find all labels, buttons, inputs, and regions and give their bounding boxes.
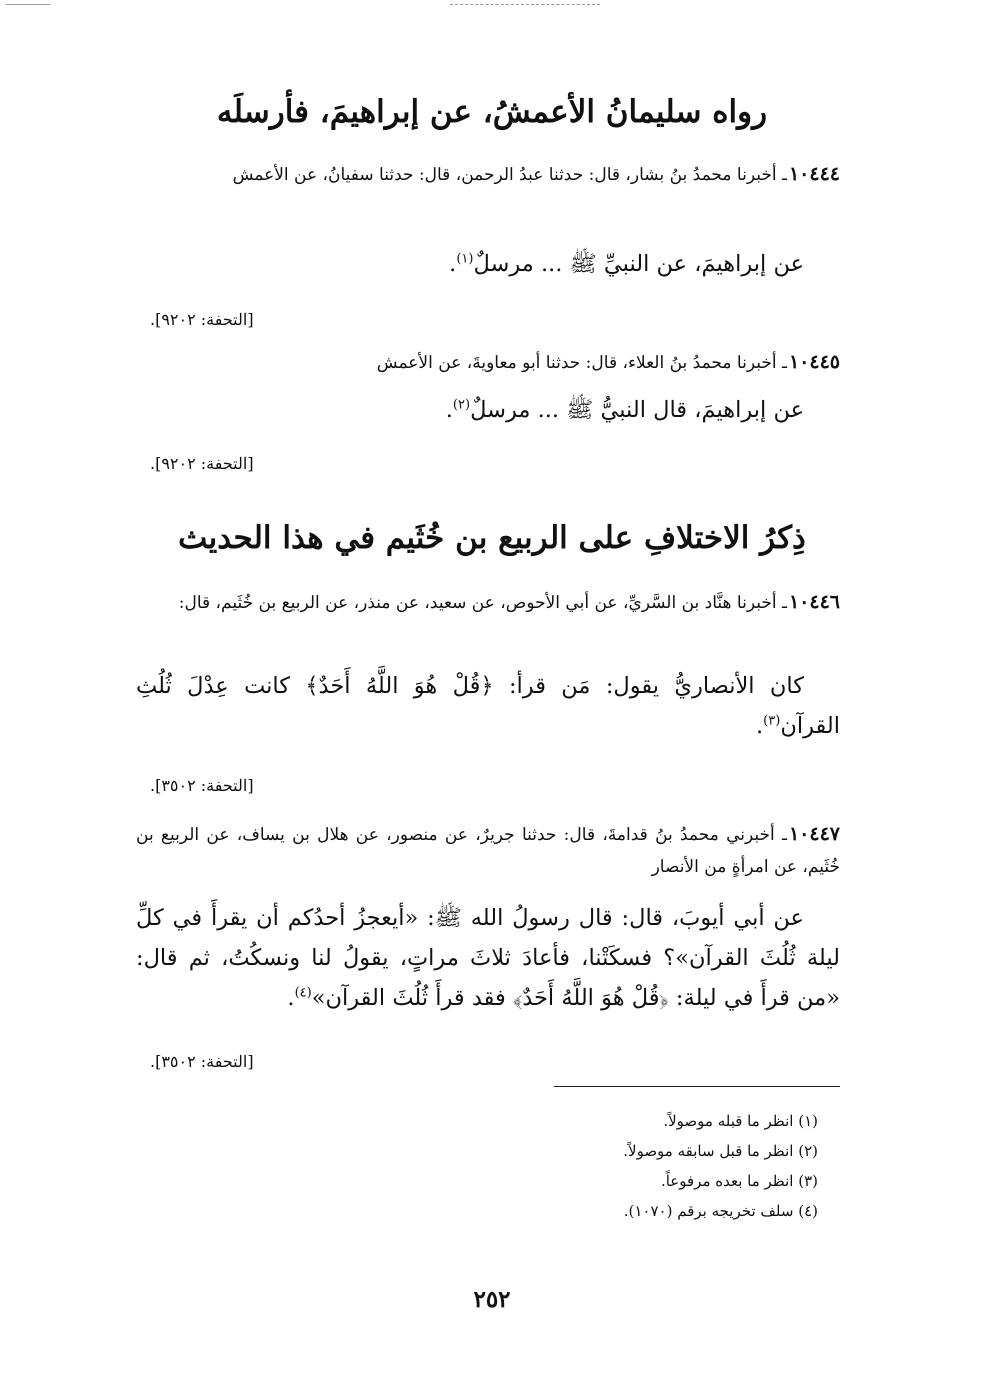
tuhfa-ref-10445 [150,454,350,473]
footnote-separator [554,1086,840,1087]
hadith-10444-matn [136,244,840,284]
hadith-10445-number: ١٠٤٤٥ [788,351,840,373]
hadith-10447-number: ١٠٤٤٧ [788,823,840,845]
hadith-10444-matn-text: عن إبراهيمَ، عن النبيِّ ﷺ ... مرسلٌ [473,251,804,277]
hadith-10445-matn-text: عن إبراهيمَ، قال النبيُّ ﷺ ... مرسلٌ [470,397,804,423]
hadith-10445-isnad-text: ـ أخبرنا محمدُ بنُ العلاء، قال: حدثنا أبو معاويةَ، عن الأعمش [376,353,787,373]
hadith-10446-isnad-text: ـ أخبرنا هنَّاد بن السَّريِّ، عن أبي الأحوص، عن سعيد، عن منذر، عن الربيع بن خُثَيم، قال: [178,593,787,613]
hadith-10444-number: ١٠٤٤٤ [788,163,840,185]
hadith-10444-isnad [136,158,840,191]
hadith-10446-matn-end: . [756,713,764,739]
footnote-ref-4[interactable]: (٤) [294,985,312,1001]
hadith-10447-matn-text: عن أبي أيوبَ، قال: قال رسولُ الله ﷺ: «أيعجزُ أحدُكم أن يقرأَ في كلِّ ليلة ثُلُثَ القرآن»؟ فسكَتْنا، فأعادَ ثلاثَ مراتٍ، يقولُ لنا ونسكُتُ، ثم قال: «من قرأَ في ليلة: ﴿قُلْ هُوَ اللَّهُ أَحَدٌ﴾ فقد قرأَ ثُلُثَ القرآن» [136,905,840,1011]
hadith-10446-matn-text: كان الأنصاريُّ يقول: مَن قرأ: ﴿قُلْ هُوَ اللَّهُ أَحَدٌ﴾ كانت عِدْلَ ثُلُثِ القرآن [136,673,840,739]
footnote-1: (١) انظر ما قبله موصولاً. [663,1112,818,1130]
hadith-10444-isnad-text: ـ أخبرنا محمدُ بنُ بشار، قال: حدثنا عبدُ الرحمن، قال: حدثنا سفيانُ، عن الأعمش [232,165,787,185]
section-heading-2: ذِكرُ الاختلافِ على الربيع بن خُثَيم في هذا الحديث [178,520,806,556]
footnote-ref-3[interactable]: (٣) [763,713,781,729]
footnote-2: (٢) انظر ما قبل سابقه موصولاً. [623,1142,818,1160]
hadith-10447-isnad-text: ـ أخبرني محمدُ بنُ قدامةَ، قال: حدثنا جريرٌ، عن منصور، عن هلال بن يساف، عن الربيع بن خُثَيم، عن امرأةٍ من الأنصار [136,825,840,877]
top-rule-left [6,4,50,5]
hadith-10445-matn [136,390,840,430]
hadith-10445-isnad [136,346,840,379]
tuhfa-ref-10445-text: [التحفة: ٩٢٠٢]. [150,454,254,473]
hadith-10447-matn-end: . [287,985,295,1011]
hadith-10447-matn [136,898,840,1018]
footnote-ref-2[interactable]: (٢) [452,397,471,413]
hadith-10446-matn [136,666,840,746]
hadith-10445-matn-end: . [445,397,453,423]
hadith-10447-isnad [136,818,840,883]
footnotes [623,1106,818,1226]
page-number: ٢٥٢ [473,1286,511,1313]
tuhfa-ref-10447 [150,1052,350,1071]
hadith-10446-isnad [136,586,840,619]
top-rule-center [450,4,600,5]
section-heading-1: رواه سليمانُ الأعمشُ، عن إبراهيمَ، فأرسلَه [216,94,768,130]
hadith-10444-matn-end: . [449,251,457,277]
footnote-ref-1[interactable]: (١) [456,251,474,267]
tuhfa-ref-10444 [150,310,350,329]
tuhfa-ref-10446-text: [التحفة: ٣٥٠٢]. [150,776,254,795]
footnote-3: (٣) انظر ما بعده مرفوعاً. [660,1172,818,1190]
tuhfa-ref-10446 [150,776,350,795]
tuhfa-ref-10447-text: [التحفة: ٣٥٠٢]. [150,1052,254,1071]
tuhfa-ref-10444-text: [التحفة: ٩٢٠٢]. [150,310,254,329]
footnote-4: (٤) سلف تخريجه برقم (١٠٧٠). [623,1202,818,1220]
hadith-10446-number: ١٠٤٤٦ [788,591,840,613]
